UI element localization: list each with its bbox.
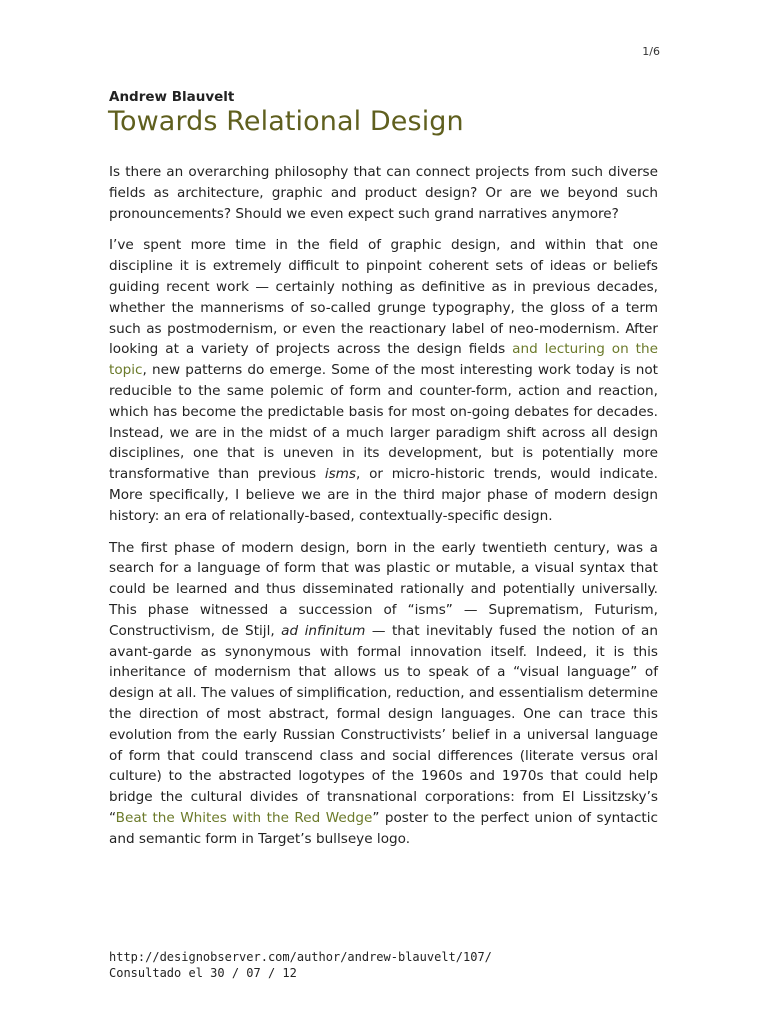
paragraph-2 bbox=[109, 235, 658, 526]
red-wedge-link[interactable]: Beat the Whites with the Red Wedge bbox=[115, 809, 373, 826]
isms-emphasis: isms bbox=[324, 466, 356, 483]
paragraph-3-text-c: ” poster to the perfect union of syntactic and semantic form in Target’s bullseye logo. bbox=[109, 809, 658, 847]
author-name: Andrew Blauvelt bbox=[109, 89, 235, 105]
paragraph-2-text-b: , new patterns do emerge. Some of the most interesting work today is not reducible to the same polemic of form and counter-form, action and reaction, which has become the predictable basis for most on-going debates for decades. Instead, we are in the midst of a much larger paradigm shift across all design disciplines, one that is uneven in its development, but is potentially more transformative than previous bbox=[109, 362, 658, 483]
article-body bbox=[109, 162, 658, 861]
lecturing-link[interactable]: and lecturing on the topic bbox=[109, 341, 658, 379]
paragraph-3 bbox=[109, 538, 658, 850]
paragraph-3-text-b: — that inevitably fused the notion of an avant-garde as synonymous with formal innovation itself. Indeed, it is this inheritance of modernism that allows us to speak of a “visual language” of design at all. The values of simplification, reduction, and essentialism determine the direction of most abstract, formal design languages. One can trace this evolution from the early Russian Constructivists’ belief in a universal language of form that could transcend class and social differences (literate versus oral culture) to the abstracted logotypes of the 1960s and 1970s that could help bridge the cultural divides of transnational corporations: from El Lissitzsky’s “ bbox=[109, 622, 658, 826]
source-url[interactable]: http://designobserver.com/author/andrew-blauvelt/107/ bbox=[109, 950, 492, 964]
footer bbox=[109, 949, 492, 981]
paragraph-3-text-a: The first phase of modern design, born in the early twentieth century, was a search for a language of form that was plastic or mutable, a visual syntax that could be learned and thus disseminated rationally and potentially universally. This phase witnessed a succession of “isms” — Suprematism, Futurism, Constructivism, de Stijl, bbox=[109, 539, 658, 639]
consulted-date: Consultado el 30 / 07 / 12 bbox=[109, 966, 297, 980]
page-number: 1/6 bbox=[642, 45, 660, 58]
paragraph-2-text-c: , or micro-historic trends, would indicate. More specifically, I believe we are in the third major phase of modern design history: an era of relationally-based, contextually-specific design. bbox=[109, 466, 658, 524]
ad-infinitum-emphasis: ad infinitum bbox=[281, 622, 366, 639]
paragraph-2-text-a: I’ve spent more time in the field of graphic design, and within that one discipline it is extremely difficult to pinpoint coherent sets of ideas or beliefs guiding recent work — certainly nothing as definitive as in previous decades, whether the mannerisms of so-called grunge typography, the gloss of a term such as postmodernism, or even the reactionary label of neo-modernism. After looking at a variety of projects across the design fields bbox=[109, 237, 658, 358]
article-title: Towards Relational Design bbox=[108, 106, 464, 137]
paragraph-1 bbox=[109, 162, 658, 224]
paragraph-1-text: Is there an overarching philosophy that can connect projects from such diverse fields as architecture, graphic and product design? Or are we beyond such pronouncements? Should we even expect such grand narratives anymore? bbox=[109, 164, 658, 222]
